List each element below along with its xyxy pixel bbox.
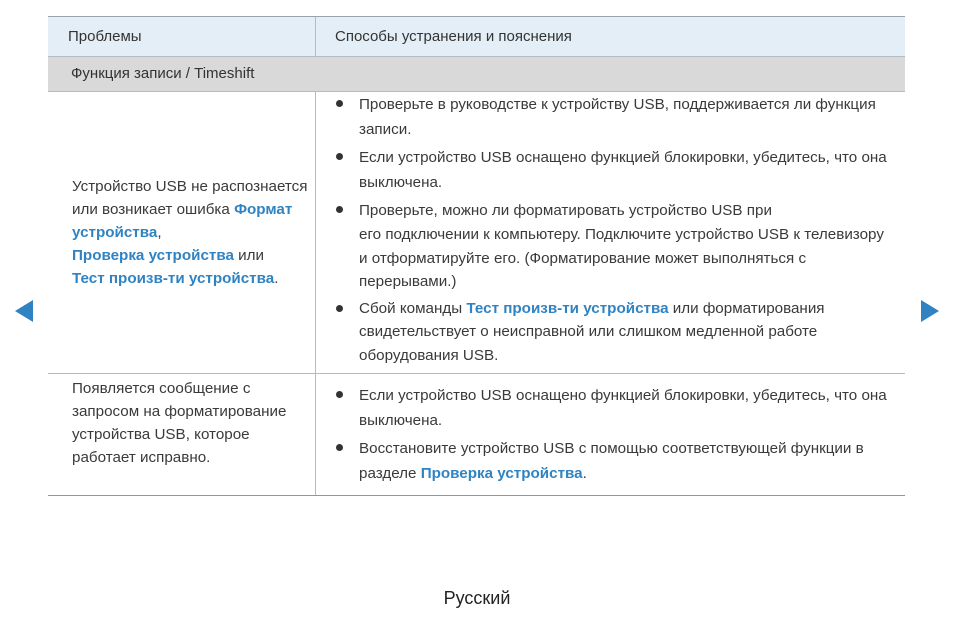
problem-text-part: или <box>233 247 264 264</box>
table-row <box>48 374 905 496</box>
solution-text-part: Сбой команды <box>359 299 467 317</box>
troubleshooting-table <box>48 16 905 496</box>
solution-item: Если устройство USB оснащено функцией блокировки, убедитесь, что она выключена. <box>336 145 895 195</box>
right-arrow-icon[interactable] <box>921 300 939 322</box>
page-language-label: Русский <box>443 588 511 608</box>
solutions-cell <box>316 92 905 373</box>
format-device-link[interactable]: Формат устройства <box>72 201 293 241</box>
table-header <box>48 17 905 57</box>
solution-item <box>336 297 895 368</box>
solution-item: Проверьте в руководстве к устройству USB, поддерживается ли функция записи. <box>336 92 895 142</box>
problem-text-part: . <box>274 270 279 287</box>
problem-text-part: Устройство USB не распознается или возникает ошибка <box>72 178 308 218</box>
check-device-link[interactable]: Проверка устройства <box>72 247 234 264</box>
problem-cell <box>48 92 316 373</box>
solution-text-part: или форматирования свидетельствует о неисправной или слишком медленной работе оборудования USB. <box>359 299 825 364</box>
solution-item <box>336 198 895 294</box>
table-row <box>48 92 905 374</box>
check-device-link[interactable]: Проверка устройства <box>420 465 583 482</box>
problem-text <box>72 175 309 290</box>
solutions-cell <box>316 374 905 495</box>
left-arrow-icon[interactable] <box>15 300 33 322</box>
solution-item: Если устройство USB оснащено функцией блокировки, убедитесь, что она выключена. <box>336 383 895 433</box>
problem-text: Появляется сообщение с запросом на форматирование устройства USB, которое работает исправно. <box>72 380 287 466</box>
problem-cell <box>48 374 316 495</box>
device-performance-test-link[interactable]: Тест произв-ти устройства <box>466 299 669 317</box>
section-title: Функция записи / Timeshift <box>48 57 905 92</box>
solution-text-part: Восстановите устройство USB с помощью соответствующей функции в разделе <box>359 440 864 482</box>
header-problems: Проблемы <box>48 17 316 56</box>
solution-text-part: . <box>582 465 587 482</box>
solution-line: Проверьте, можно ли форматировать устройство USB при <box>359 202 772 219</box>
header-solutions: Способы устранения и пояснения <box>335 28 572 45</box>
solution-line: его подключении к компьютеру. Подключите устройство USB к телевизору и отформатируйте его. (Форматирование может выполняться с перерывами.) <box>359 226 884 290</box>
device-performance-test-link[interactable]: Тест произв-ти устройства <box>72 270 275 287</box>
solution-item <box>336 436 895 486</box>
problem-text-part: , <box>157 224 162 241</box>
